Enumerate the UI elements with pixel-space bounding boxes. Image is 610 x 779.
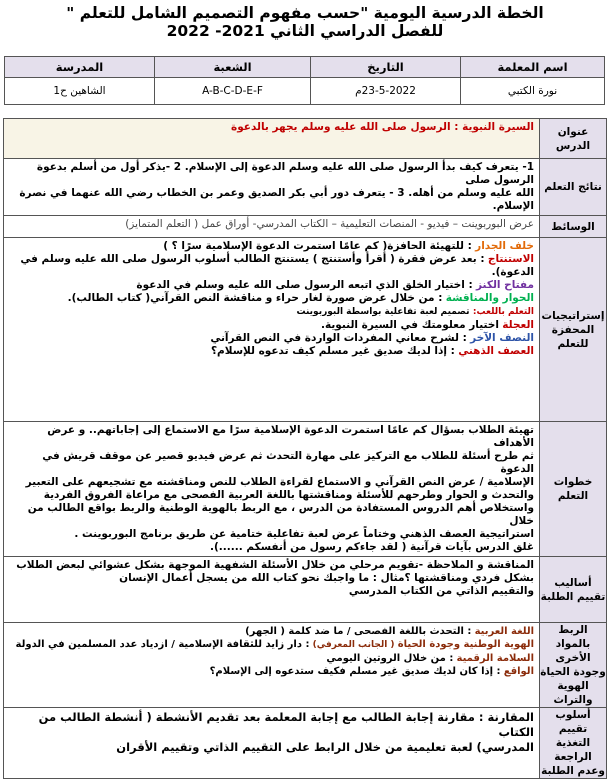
assessment-line: والتقييم الذاتي من الكتاب المدرسي (348, 585, 534, 597)
strategy-name: التعلم باللعب: (472, 307, 534, 317)
link-subject: الواقع (503, 666, 534, 677)
step-line: تهيئة الطلاب بسؤال كم عامًا استمرت الدعوة الإسلامية سرًا مع الاستماع إلى إجاباتهم.. و عرض الأهداف (47, 424, 534, 449)
sections-value: A-B-C-D-E-F (155, 78, 311, 105)
section-label: الشعبة (155, 57, 311, 78)
strategy-name: الحوار والمناقشة (445, 292, 534, 304)
step-line: استراتيجية العصف الذهني وختاماً عرض لعبة تفاعلية ختامية عن طريق برنامج البوربوينت . (74, 528, 534, 540)
strategy-name: خلف الجدار (475, 240, 534, 252)
teacher-label: اسم المعلمة (461, 57, 605, 78)
media-label: الوسائط (540, 216, 607, 238)
step-line: الإسلامية / عرض النص القرآني و الاستماع لقراءة الطلاب للنص ومناقشته مع تشجيعهم على التعبير (25, 476, 534, 488)
feedback-label: أسلوب تقييم التغذية الراجعة وعدم الطلبة (541, 709, 605, 777)
strategy-text: : بعد عرض فقرة ( أقرأ وأستنتج ) يستنتج الطالب أسلوب الرسول صلى الله عليه وسلم في الدعوة). (20, 253, 534, 278)
strategy-name: العصف الذهني (458, 345, 534, 357)
step-line: والتحدث و الحوار وطرحهم للأسئلة ومناقشتها باللغة العربية الفصحى مع مراعاة الفروق الفردية (43, 489, 534, 501)
outcomes-content (4, 159, 540, 216)
lesson-date: 23-5-2022م (311, 78, 461, 105)
step-line: ثم طرح أسئلة للطلاب مع التركيز على مهارة التحدث ثم عرض فيديو قصير عن موقف قريش في الدعوة (42, 450, 534, 475)
outcome-line: الله عليه وسلم من أهله. 3 - يتعرف دور أبي بكر الصديق وعمر بن الخطاب رضي الله عنهما في نصرة الإسلام. (19, 187, 534, 212)
lesson-title: السيرة النبوية : الرسول صلى الله عليه وسلم يجهر بالدعوة (4, 119, 540, 159)
strategy-text: : إذا لديك صديق غير مسلم كيف تدعوه للإسلام؟ (210, 345, 455, 357)
link-subject: اللغة العربية (474, 626, 534, 637)
feedback-line: المدرسي) لعبة تعليمية من خلال الرابط على التقييم الذاتي وتقييم الأقران (116, 740, 534, 754)
strategies-label: إستراتيجيات المحفزة للتعلم (540, 238, 607, 422)
link-text: : التحدث باللغة الفصحى / ما ضد كلمة ( الجهر) (245, 626, 472, 637)
link-text: : من خلال الروتين اليومي (326, 653, 454, 664)
link-subject: الهوية الوطنية وجودة الحياة (397, 639, 534, 650)
strategy-name: النصف الآخر (470, 332, 534, 344)
strategy-text: تصميم لعبة تفاعلية بواسطة البوربوينت (296, 307, 470, 317)
strategy-name: مفتاح الكنز (476, 279, 534, 291)
teacher-name: نورة الكتبي (461, 78, 605, 105)
links-content (4, 623, 540, 708)
links-label: الربط بالمواد الأخرى وجودة الحياة الهوية والتراث (540, 624, 606, 706)
link-text: : دار زايد للثقافة الإسلامية / ازدياد عدد المسلمين في الدولة (15, 639, 310, 650)
strategy-text: اختيار معلومتك في السيرة النبوية. (321, 319, 499, 331)
document-header (0, 0, 610, 40)
info-table (4, 56, 605, 105)
assessment-line: بشكل فردي ومناقشتها ؟مثال : ما واجبك نحو كتاب الله من يسجل أعمال الإنسان (119, 572, 534, 584)
step-line: غلق الدرس بآيات قرآنية ( لقد جاءكم رسول من أنفسكم ......). (210, 541, 534, 553)
feedback-line: المقارنة : مقارنة إجابة الطالب مع إجابة المعلمة بعد تقديم الأنشطة ( أنشطة الطالب من الكتاب (38, 710, 534, 739)
assessment-content (4, 557, 540, 623)
strategy-text: : اختيار الخلق الذي اتبعه الرسول صلى الله عليه وسلم في الدعوة (136, 279, 473, 291)
school-label: المدرسة (5, 57, 155, 78)
feedback-content (4, 708, 540, 779)
strategy-name: الاستنتاج (487, 253, 534, 265)
strategy-text: : من خلال عرض صورة لغار حراء و مناقشة النص القرآني( كتاب الطالب). (67, 292, 443, 304)
media-content: عرض البوربوينت – فيديو - المنصات التعليمية – الكتاب المدرسي- أوراق عمل ( التعلم المتمايز) (4, 216, 540, 238)
link-text: : إذا كان لديك صديق غير مسلم فكيف ستدعوه إلى الإسلام؟ (209, 666, 501, 677)
link-note: ( الجانب المعرفي) (312, 640, 395, 650)
strategy-name: العجلة (502, 319, 534, 331)
strategy-text: : للتهيئة الحافزة( كم عامًا استمرت الدعوة الإسلامية سرًا ؟ ) (163, 240, 472, 252)
step-line: واستخلاص أهم الدروس المستفادة من الدرس ، مع الربط بالهوية الوطنية والربط بواقع الطالب من خلال (27, 502, 534, 527)
outcomes-label: نتائج التعلم (540, 159, 607, 216)
school-name: الشاهين ح1 (5, 78, 155, 105)
strategy-text: : لشرح معاني المفردات الواردة في النص القرآني (210, 332, 467, 344)
steps-label: خطوات التعلم (540, 422, 607, 557)
header-title: الخطة الدرسية اليومية "حسب مفهوم التصميم الشامل للتعلم " (66, 4, 544, 22)
title-label: عنوان الدرس (540, 119, 607, 159)
assessment-line: المناقشة و الملاحظة -تقويم مرحلي من خلال الأسئلة الشفهية الموجهة بشكل عشوائي لبعض الطلاب (16, 559, 534, 571)
plan-table (3, 118, 607, 779)
outcome-line: 1- يتعرف كيف بدأ الرسول صلى الله عليه وسلم الدعوة إلى الإسلام. 2 -يذكر أول من أسلم بدعوة الرسول صلى (36, 161, 534, 186)
header-semester: للفصل الدراسي الثاني 2021- 2022 (166, 22, 444, 40)
assessment-label: أساليب تقييم الطلبة (540, 557, 607, 623)
steps-content (4, 422, 540, 557)
date-label: التاريخ (311, 57, 461, 78)
strategies-content (4, 238, 540, 422)
link-subject: السلامة الرقمية (456, 653, 534, 664)
